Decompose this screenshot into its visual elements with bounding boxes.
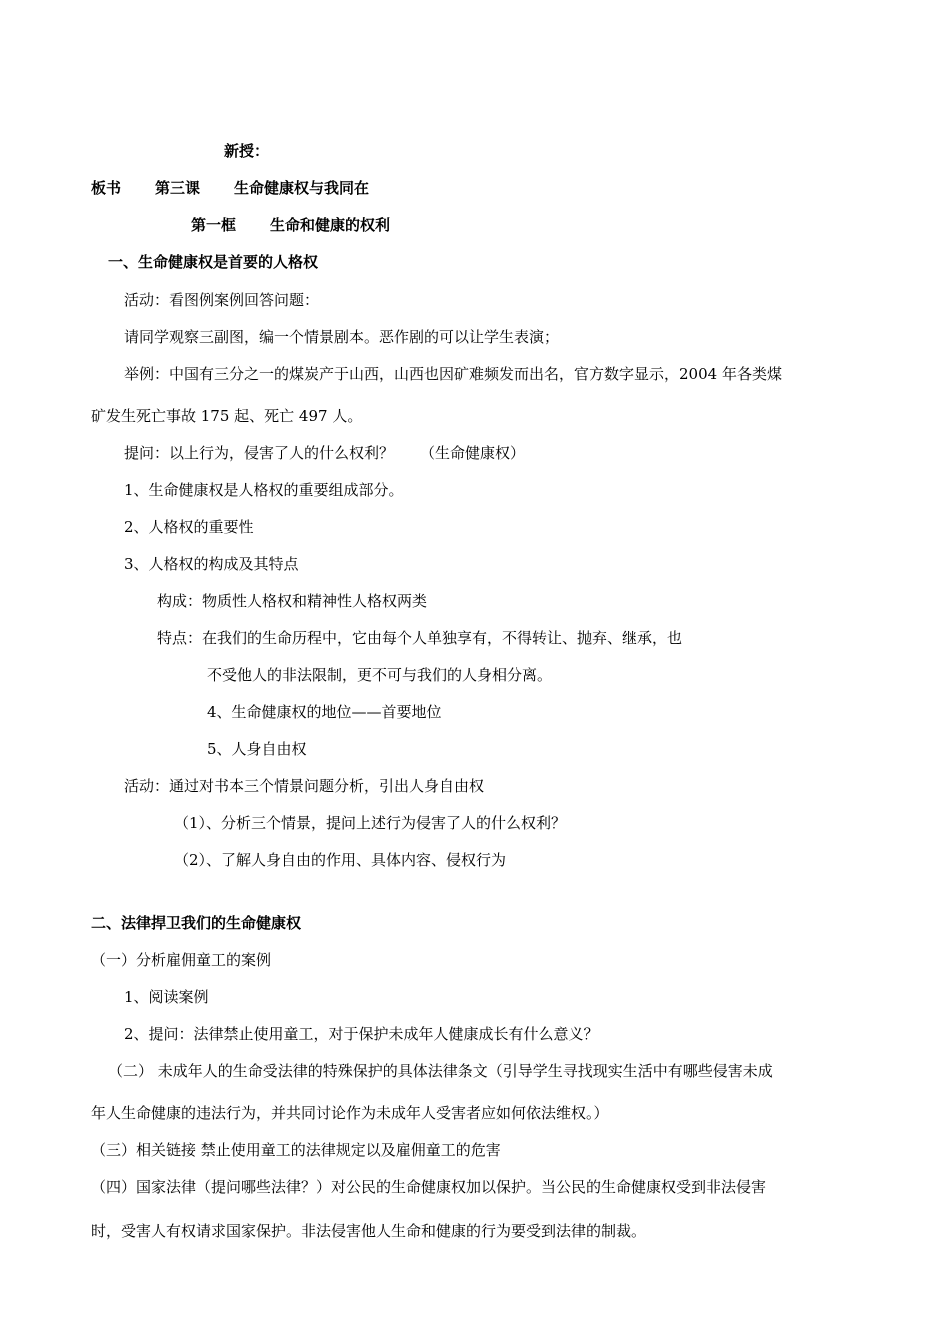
text-line: 3、人格权的构成及其特点 bbox=[124, 555, 299, 573]
section1-heading: 一、生命健康权是首要的人格权 bbox=[108, 253, 319, 271]
text-line: 活动：通过对书本三个情景问题分析，引出人身自由权 bbox=[124, 777, 485, 795]
text-line: 举例：中国有三分之一的煤炭产于山西，山西也因矿难频发而出名，官方数字显示，2004 年各类煤 bbox=[124, 365, 782, 383]
text-line: 活动：看图例案例回答问题： bbox=[124, 291, 320, 309]
question-text: 提问：以上行为，侵害了人的什么权利？ bbox=[124, 444, 395, 462]
text-line: （2）、了解人身自由的作用、具体内容、侵权行为 bbox=[174, 851, 507, 869]
text-line: （一）分析雇佣童工的案例 bbox=[91, 951, 272, 969]
text-line: 年人生命健康的违法行为，并共同讨论作为未成年人受害者应如何依法维权。） bbox=[91, 1104, 609, 1122]
question-line bbox=[124, 443, 525, 463]
text-line: 5、人身自由权 bbox=[207, 740, 307, 758]
text-line: 特点：在我们的生命历程中，它由每个人单独享有，不得转让、抛弃、继承，也 bbox=[157, 629, 683, 647]
text-line: 构成：物质性人格权和精神性人格权两类 bbox=[157, 592, 428, 610]
lesson-label: 第三课 bbox=[155, 179, 201, 197]
board-heading bbox=[91, 178, 369, 198]
text-line: 矿发生死亡事故 175 起、死亡 497 人。 bbox=[91, 407, 363, 425]
text-line: 4、生命健康权的地位——首要地位 bbox=[207, 703, 442, 721]
text-line: （1）、分析三个情景，提问上述行为侵害了人的什么权利？ bbox=[174, 814, 567, 832]
answer-text: （生命健康权） bbox=[420, 444, 526, 462]
text-line: 1、阅读案例 bbox=[124, 988, 209, 1006]
section2-heading: 二、法律捍卫我们的生命健康权 bbox=[91, 914, 302, 932]
text-line: 2、人格权的重要性 bbox=[124, 518, 254, 536]
lesson-title: 生命健康权与我同在 bbox=[234, 179, 370, 197]
text-line: 2、提问：法律禁止使用童工，对于保护未成年人健康成长有什么意义？ bbox=[124, 1025, 599, 1043]
board-label: 板书 bbox=[91, 179, 122, 197]
text-line: 请同学观察三副图，编一个情景剧本。恶作剧的可以让学生表演； bbox=[124, 328, 560, 346]
text-line: （四）国家法律（提问哪些法律？）对公民的生命健康权加以保护。当公民的生命健康权受到非法侵害 bbox=[91, 1178, 767, 1196]
text-line: （二） 未成年人的生命受法律的特殊保护的具体法律条文（引导学生寻找现实生活中有哪些侵害未成 bbox=[108, 1062, 773, 1080]
new-lesson-label: 新授： bbox=[224, 142, 270, 160]
text-line: 不受他人的非法限制，更不可与我们的人身相分离。 bbox=[207, 666, 553, 684]
text-line: 时，受害人有权请求国家保护。非法侵害他人生命和健康的行为要受到法律的制裁。 bbox=[91, 1222, 647, 1240]
frame-heading bbox=[191, 215, 390, 235]
frame-label: 第一框 bbox=[191, 216, 237, 234]
frame-title: 生命和健康的权利 bbox=[270, 216, 391, 234]
text-line: 1、生命健康权是人格权的重要组成部分。 bbox=[124, 481, 404, 499]
text-line: （三）相关链接 禁止使用童工的法律规定以及雇佣童工的危害 bbox=[91, 1141, 501, 1159]
